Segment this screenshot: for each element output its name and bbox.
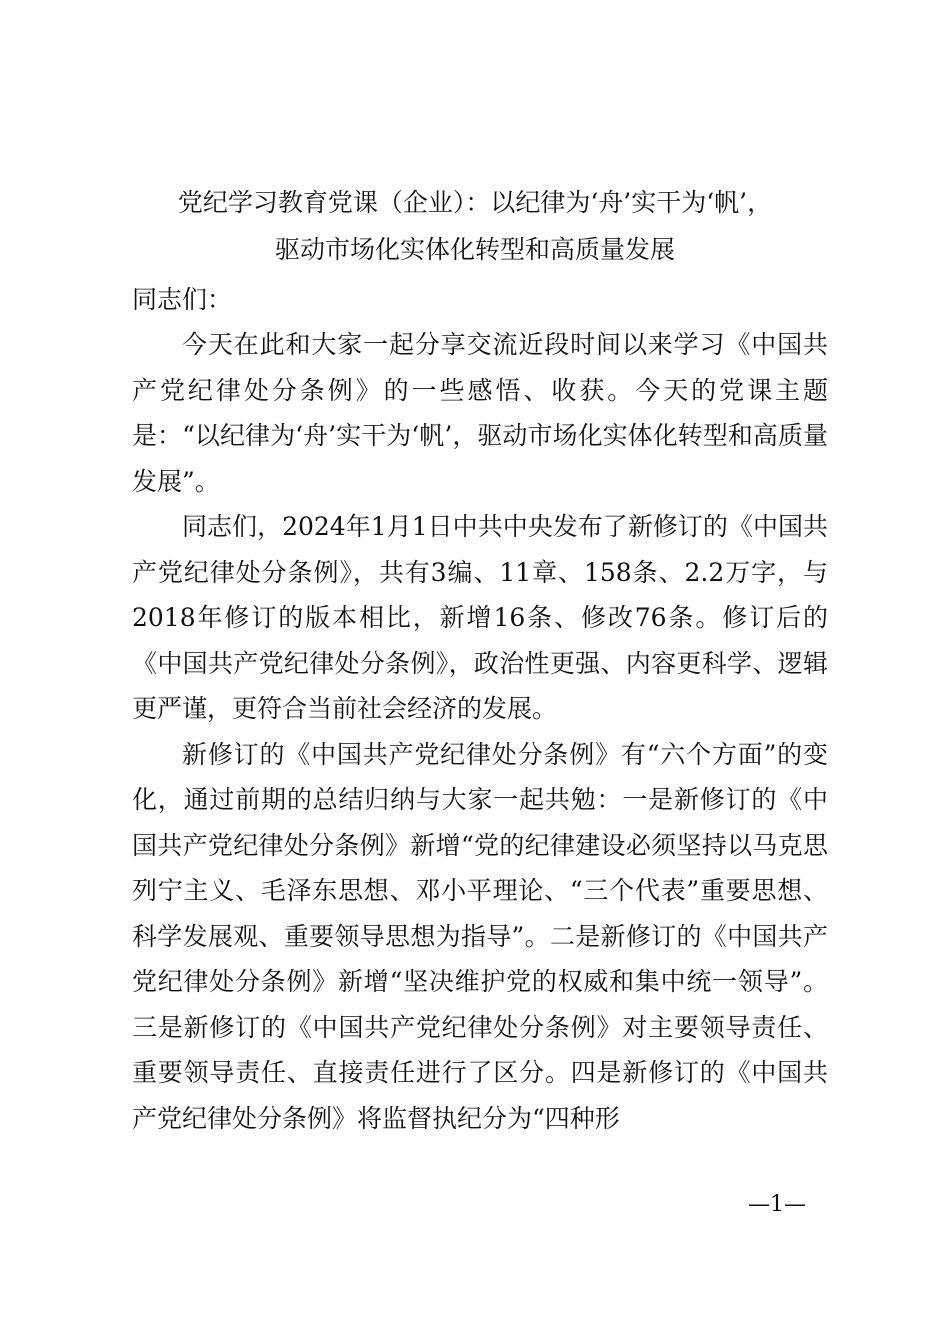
- document-title-line-1: 党纪学习教育党课（企业）：以纪律为‘舟’实干为‘帆’，: [177, 188, 773, 217]
- page-number: —1—: [748, 1192, 806, 1217]
- document-title-line-2: 驱动市场化实体化转型和高质量发展: [274, 235, 675, 264]
- salutation: 同志们：: [132, 285, 233, 314]
- paragraph-intro: 今天在此和大家一起分享交流近段时间以来学习《中国共产党纪律处分条例》的一些感悟、收获。今天的党课主题是：“以纪律为‘舟’实干为‘帆’，驱动市场化实体化转型和高质量发展”。: [132, 330, 828, 496]
- document-body: [132, 322, 828, 1141]
- paragraph-revision-overview: 同志们，2024年1月1日中共中央发布了新修订的《中国共产党纪律处分条例》，共有3编、11章、158条、2.2万字，与2018年修订的版本相比，新增16条、修改76条。修订后的《中国共产党纪律处分条例》，政治性更强、内容更科学、逻辑更严谨，更符合当前社会经济的发展。: [132, 512, 828, 723]
- paragraph-six-changes: 新修订的《中国共产党纪律处分条例》有“六个方面”的变化，通过前期的总结归纳与大家一起共勉：一是新修订的《中国共产党纪律处分条例》新增“党的纪律建设必须坚持以马克思列宁主义、毛泽东思想、邓小平理论、“三个代表”重要思想、科学发展观、重要领导思想为指导”。二是新修订的《中国共产党纪律处分条例》新增“坚决维护党的权威和集中统一领导”。三是新修订的《中国共产党纪律处分条例》对主要领导责任、重要领导责任、直接责任进行了区分。四是新修订的《中国共产党纪律处分条例》将监督执纪分为“四种形: [132, 739, 828, 1133]
